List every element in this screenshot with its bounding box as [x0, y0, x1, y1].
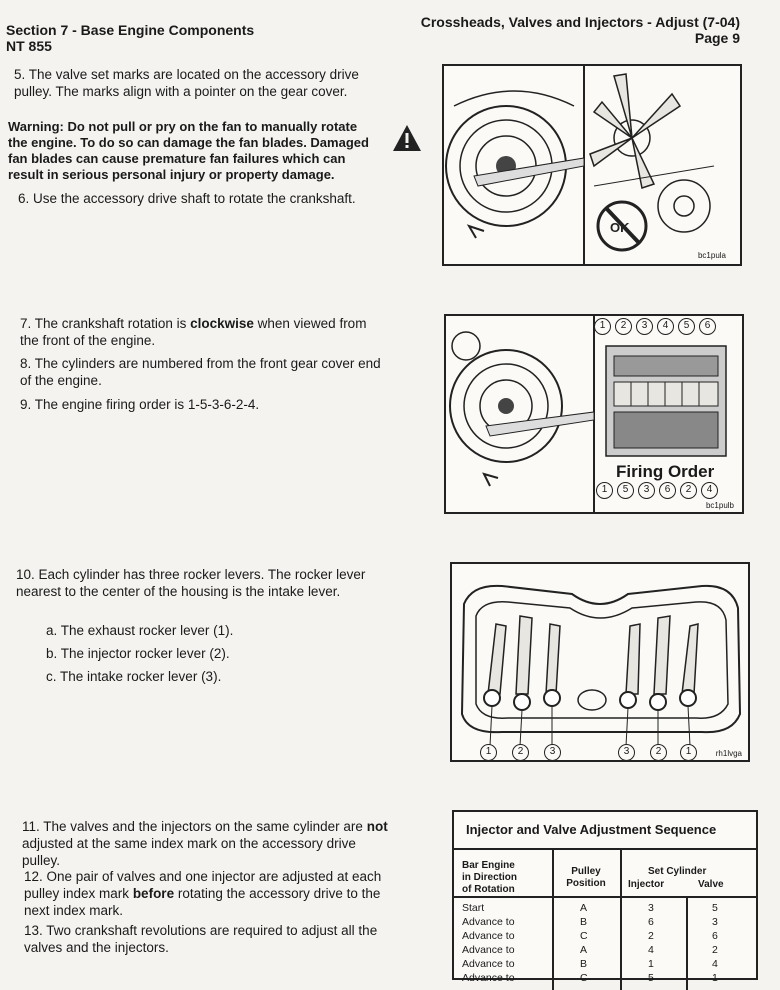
step-13: 13. Two crankshaft revolutions are required to adjust all the valves and the injectors.: [24, 923, 378, 955]
table-row-rotation: Advance to: [462, 930, 515, 942]
step-8: 8. The cylinders are numbered from the front gear cover end of the engine.: [20, 356, 381, 388]
cylinder-number: 3: [636, 318, 653, 335]
table-row-rotation: Advance to: [462, 972, 515, 984]
table-row-pulley: C: [580, 972, 588, 984]
table-row-injector: 1: [648, 958, 654, 970]
table-row-rotation: Advance to: [462, 916, 515, 928]
step-11-emphasis: not: [366, 819, 388, 834]
step-7-text-end: when viewed from the front of the engine.: [20, 316, 367, 348]
header-rotation-line: Bar Engine: [462, 860, 515, 871]
step-11: [22, 818, 388, 869]
firing-order-label: Firing Order: [616, 462, 715, 481]
cylinder-number-row: [594, 318, 716, 335]
header-pulley: [560, 866, 612, 890]
rocker-housing-illustration: [452, 564, 748, 760]
firing-order-number: 6: [659, 482, 676, 499]
engine-model: NT 855: [6, 38, 52, 54]
cylinder-number: 4: [657, 318, 674, 335]
warning-text: Warning: Do not pull or pry on the fan to manually rotate the engine. To do so can damage the fan blades. Damaged fan blades can cause premature fan failures which can result in serious personal injury or property damage.: [8, 119, 369, 182]
firing-order-number: 3: [638, 482, 655, 499]
section-title: Section 7 - Base Engine Components: [6, 22, 255, 38]
step-11-text: 11. The valves and the injectors on the same cylinder are: [22, 819, 367, 834]
table-divider: [454, 848, 756, 850]
table-row-valve: 6: [712, 930, 718, 942]
rocker-injector-label: 2: [512, 744, 529, 761]
table-row-injector: 6: [648, 916, 654, 928]
figure-2-caption: bc1pulb: [705, 501, 734, 510]
table-row-pulley: C: [580, 930, 588, 942]
table-column-rule: [552, 850, 554, 990]
firing-order-number-row: [596, 482, 718, 499]
header-set-cylinder: Set Cylinder: [648, 866, 707, 877]
page-number: Page 9: [694, 30, 740, 46]
table-row-valve: 2: [712, 944, 718, 956]
step-12-emphasis: before: [132, 886, 175, 901]
table-column-rule: [686, 896, 688, 990]
step-12-text-end: rotating the accessory drive to the next index mark.: [24, 886, 381, 918]
firing-order-number: 5: [617, 482, 634, 499]
ok-badge-text: OK: [610, 220, 630, 235]
header-rotation-line: in Direction: [462, 872, 518, 883]
table-column-rule: [620, 850, 622, 990]
table-row-valve: 4: [712, 958, 718, 970]
cylinder-number: 6: [699, 318, 716, 335]
step-12: [24, 868, 390, 919]
table-row-rotation: Advance to: [462, 944, 515, 956]
topic-title: Crossheads, Valves and Injectors - Adjust (7-04): [420, 14, 740, 30]
step-11-text-end: adjusted at the same index mark on the accessory drive pulley.: [22, 836, 356, 868]
table-row-valve: 3: [712, 916, 718, 928]
table-row-pulley: B: [580, 958, 588, 970]
header-right: [421, 14, 740, 46]
table-row-pulley: A: [580, 902, 588, 914]
rocker-intake-label: 3: [544, 744, 561, 761]
table-row-injector: 2: [648, 930, 654, 942]
table-row-pulley: B: [580, 916, 588, 928]
figure-3-caption: rh1lvga: [715, 749, 742, 758]
figure-rocker-levers: [450, 562, 750, 762]
firing-order-number: 4: [701, 482, 718, 499]
rocker-injector-label: 2: [650, 744, 667, 761]
header-valve: Valve: [698, 879, 724, 890]
rocker-exhaust-label: 1: [680, 744, 697, 761]
table-header-rule: [454, 896, 756, 898]
table-row-injector: 3: [648, 902, 654, 914]
step-7: [20, 315, 380, 349]
header-rotation: [462, 860, 517, 896]
step-6: 6. Use the accessory drive shaft to rotate the crankshaft.: [18, 191, 356, 206]
table-row-injector: 4: [648, 944, 654, 956]
cylinder-number: 5: [678, 318, 695, 335]
figure-1-caption: bc1pula: [697, 251, 726, 260]
figure-firing-order: [444, 314, 744, 514]
header-rotation-line: of Rotation: [462, 884, 515, 895]
table-row-valve: 5: [712, 902, 718, 914]
table-row-injector: 5: [648, 972, 654, 984]
figure-pulley-and-fan: [442, 64, 742, 266]
header-left: [6, 22, 254, 54]
step-10: 10. Each cylinder has three rocker levers. The rocker lever nearest to the center of the housing is the intake lever.: [16, 567, 366, 599]
header-pulley-line: Pulley: [571, 866, 601, 877]
warning-triangle-icon: [392, 124, 422, 152]
step-7-text: 7. The crankshaft rotation is: [20, 316, 191, 331]
cylinder-number: 1: [594, 318, 611, 335]
table-title: Injector and Valve Adjustment Sequence: [466, 822, 717, 837]
step-7-emphasis: clockwise: [190, 316, 254, 331]
firing-order-number: 2: [680, 482, 697, 499]
step-5: 5. The valve set marks are located on the accessory drive pulley. The marks align with a pointer on the gear cover.: [14, 67, 359, 99]
table-row-rotation: Advance to: [462, 958, 515, 970]
pulley-fan-illustration: [444, 66, 740, 264]
table-row-rotation: Start: [462, 902, 485, 914]
step-12-text: 12. One pair of valves and one injector are adjusted at each pulley index mark: [24, 869, 382, 901]
cylinder-number: 2: [615, 318, 632, 335]
adjustment-sequence-table: [452, 810, 758, 984]
step-9: 9. The engine firing order is 1-5-3-6-2-4.: [20, 397, 260, 412]
step-10a: a. The exhaust rocker lever (1).: [46, 623, 234, 638]
rocker-exhaust-label: 1: [480, 744, 497, 761]
step-10b: b. The injector rocker lever (2).: [46, 646, 230, 661]
rocker-intake-label: 3: [618, 744, 635, 761]
step-10c: c. The intake rocker lever (3).: [46, 669, 222, 684]
table-row-valve: 1: [712, 972, 718, 984]
table-row-pulley: A: [580, 944, 588, 956]
header-pulley-line: Position: [566, 878, 606, 889]
firing-order-number: 1: [596, 482, 613, 499]
header-injector: Injector: [628, 879, 665, 890]
